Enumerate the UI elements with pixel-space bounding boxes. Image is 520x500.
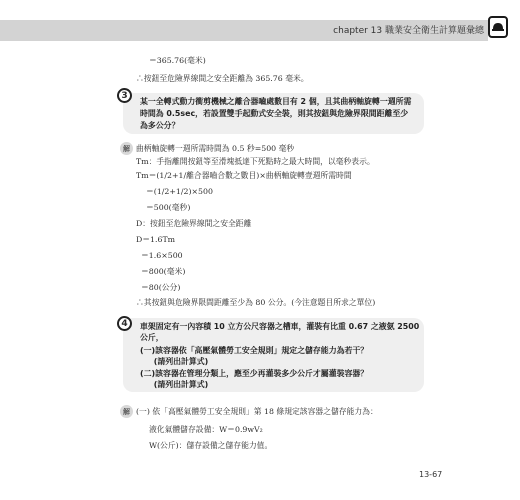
question-3-number: 3: [117, 88, 132, 103]
answer-3-line-3: Tm＝(1/2+1/離合器嚙合數之數目)×曲柄軸旋轉壹週所需時間: [136, 171, 352, 180]
answer-3-line-5: ＝500(毫秒): [146, 203, 191, 212]
answer-3-line-6: D：按鈕至危險界線間之安全距離: [136, 219, 252, 228]
question-4-number: 4: [117, 316, 132, 331]
answer-3-line-7: D＝1.6Tm: [136, 235, 176, 244]
answer-4-line-3: W(公斤)：儲存設備之儲存能力值。: [149, 441, 273, 450]
question-4-box: [123, 318, 424, 392]
continuation-result: ＝365.76(毫米): [149, 56, 206, 65]
answer-3-line-4: ＝(1/2+1/2)×500: [146, 187, 213, 196]
question-4-line-1: 車架固定有一內容積 10 立方公尺容器之槽車，灌裝有比重 0.67 之液氨 2500: [140, 322, 420, 331]
continuation-conclusion: ∴按鈕至危險界線間之安全距離為 365.76 毫米。: [136, 74, 309, 83]
answer-3-line-2: Tm：手指離開按鈕等至滑塊抵達下死點時之最大時間，以毫秒表示。: [136, 157, 375, 166]
question-4-line-3: (一)該容器依「高壓氣體勞工安全規則」規定之儲存能力為若干？: [140, 346, 369, 355]
chapter-header: chapter 13 職業安全衛生計算題彙總: [333, 26, 484, 36]
answer-3-line-9: ＝800(毫米): [141, 267, 186, 276]
answer-3-line-11: ∴其按鈕與危險界限間距離至少為 80 公分。(今注意題目所求之單位): [136, 298, 376, 307]
answer-3-line-8: ＝1.6×500: [141, 251, 183, 260]
question-4-line-6: (請列出計算式): [140, 380, 209, 389]
question-3-box: [123, 93, 424, 134]
answer-4-line-2: 液化氣體儲存設備：W＝0.9wV₂: [149, 425, 263, 434]
question-4-line-4: (請列出計算式): [140, 357, 209, 366]
answer-3-icon: 解: [120, 142, 133, 155]
answer-4-line-1: (一) 依「高壓氣體勞工安全規則」第 18 條規定該容器之儲存能力為：: [136, 407, 378, 416]
question-3-line-2: 時間為 0.5sec，若設置雙手起動式安全裝，則其按鈕與危險界限間距離至少: [140, 109, 409, 118]
answer-3-line-10: ＝80(公分): [141, 283, 181, 292]
question-4-line-5: (二)該容器在管理分類上，應至少再灌裝多少公斤才屬灌裝容器？: [140, 369, 369, 378]
worker-helmet-icon: [488, 16, 508, 38]
question-3-line-1: 某一全轉式動力衝剪機械之離合器嚙處數目有 2 個，且其曲柄軸旋轉一週所需: [140, 97, 412, 106]
answer-4-icon: 解: [120, 405, 133, 418]
question-3-line-3: 為多公分？: [140, 121, 180, 130]
answer-3-line-1: 曲柄軸旋轉一週所需時間為 0.5 秒=500 毫秒: [136, 144, 295, 153]
page-number: 13-67: [419, 470, 443, 479]
question-4-line-2: 公斤，: [140, 333, 164, 342]
